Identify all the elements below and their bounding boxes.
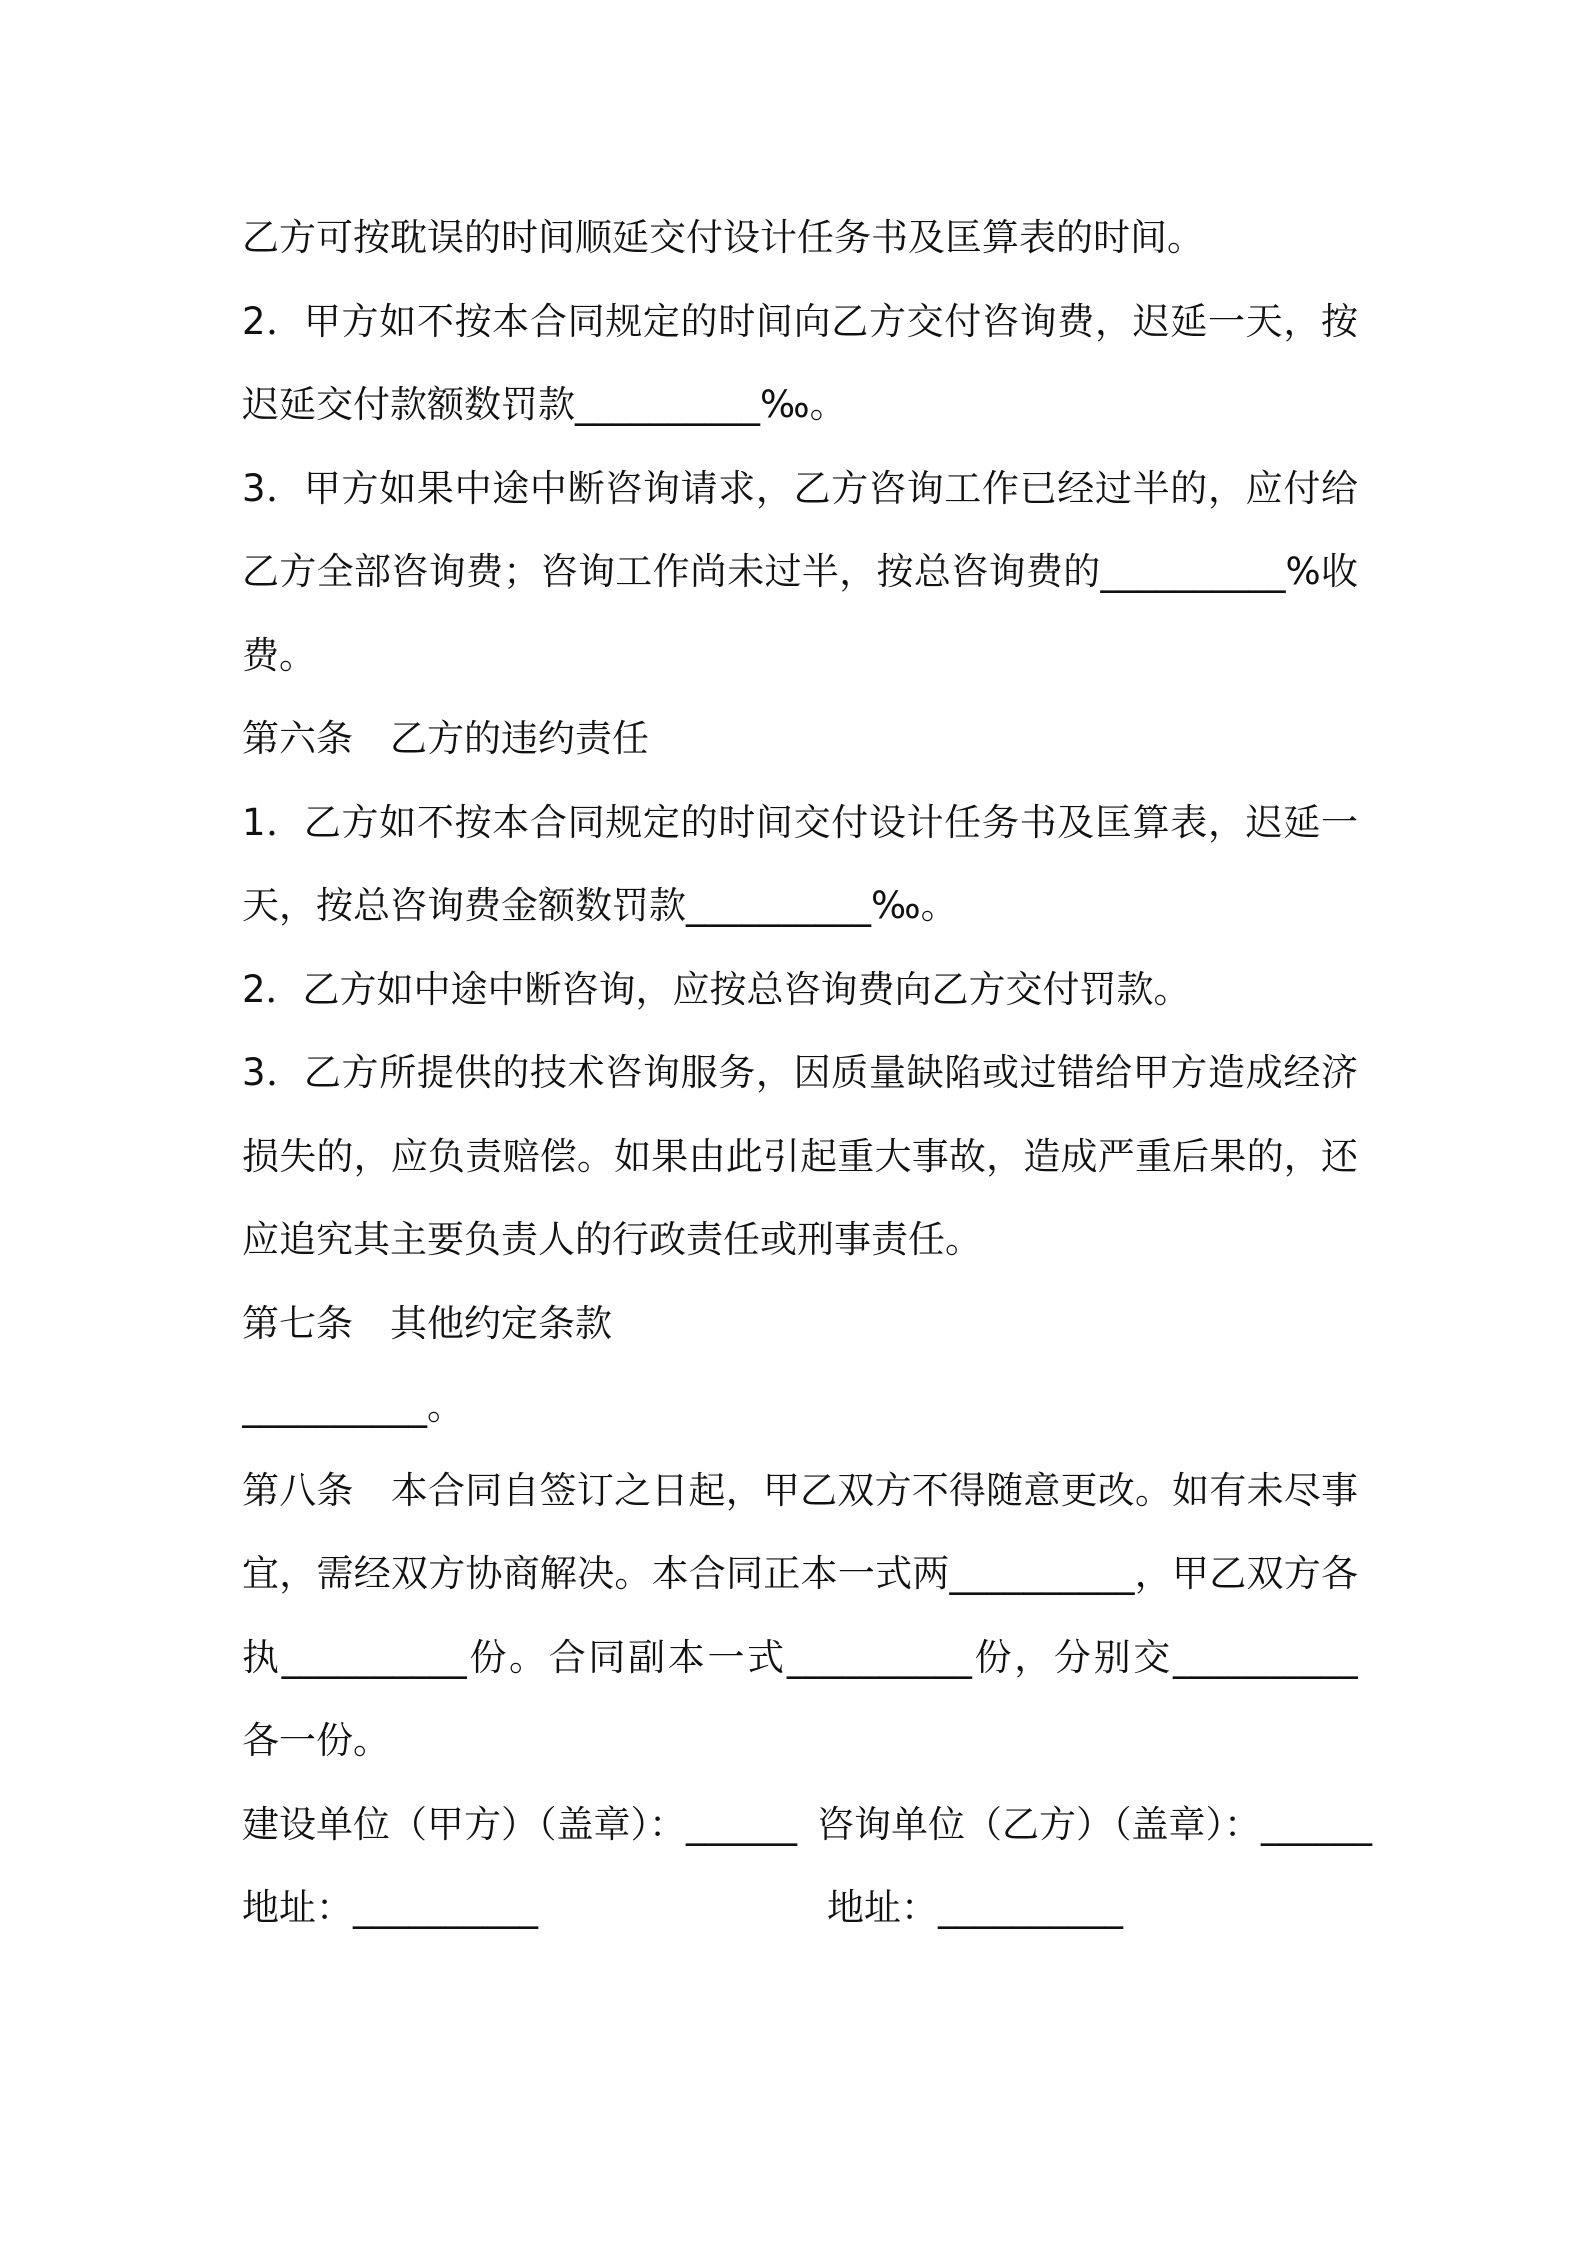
text-line: 3．甲方如果中途中断咨询请求，乙方咨询工作已经过半的，应付给 [242, 466, 1358, 510]
text-line: 宜，需经双方协商解决。本合同正本一式两__________，甲乙双方各 [242, 1552, 1358, 1595]
party-a-seal-label: 建设单位（甲方）（盖章）：______ [242, 1802, 797, 1846]
text-line: 乙方可按耽误的时间顺延交付设计任务书及匡算表的时间。 [242, 216, 1204, 259]
section-heading: 第七条 其他约定条款 [242, 1301, 612, 1345]
text-line: 2．乙方如中途中断咨询，应按总咨询费向乙方交付罚款。 [242, 967, 1191, 1011]
party-a-address: 地址：__________ [242, 1886, 538, 1929]
party-b-seal-label: 咨询单位（乙方）（盖章）：______ [817, 1802, 1372, 1846]
text-line: 乙方全部咨询费；咨询工作尚未过半，按总咨询费的__________%收 [242, 550, 1358, 593]
text-line: 1．乙方如不按本合同规定的时间交付设计任务书及匡算表，迟延一 [242, 800, 1358, 844]
text-line: 费。 [242, 633, 316, 677]
signature-row [242, 1783, 1372, 1867]
section-heading: 第六条 乙方的违约责任 [242, 717, 649, 760]
party-b-address: 地址：__________ [827, 1886, 1123, 1929]
text-line: 2．甲方如不按本合同规定的时间向乙方交付咨询费，迟延一天，按 [242, 299, 1358, 343]
text-line: 执__________份。合同副本一式__________份，分别交__________ [242, 1635, 1358, 1679]
text-line: 第八条 本合同自签订之日起，甲乙双方不得随意更改。如有未尽事 [242, 1468, 1358, 1512]
text-line: 3．乙方所提供的技术咨询服务，因质量缺陷或过错给甲方造成经济 [242, 1051, 1358, 1094]
text-line: 天，按总咨询费金额数罚款__________‰。 [242, 884, 958, 927]
text-line: 各一份。 [242, 1719, 390, 1762]
text-line: 迟延交付款额数罚款__________‰。 [242, 383, 847, 426]
text-line: __________。 [242, 1385, 464, 1428]
text-line: 损失的，应负责赔偿。如果由此引起重大事故，造成严重后果的，还 [242, 1134, 1358, 1178]
contract-body [242, 196, 1372, 1950]
text-line: 应追究其主要负责人的行政责任或刑事责任。 [242, 1218, 982, 1261]
address-row [242, 1866, 1358, 1950]
